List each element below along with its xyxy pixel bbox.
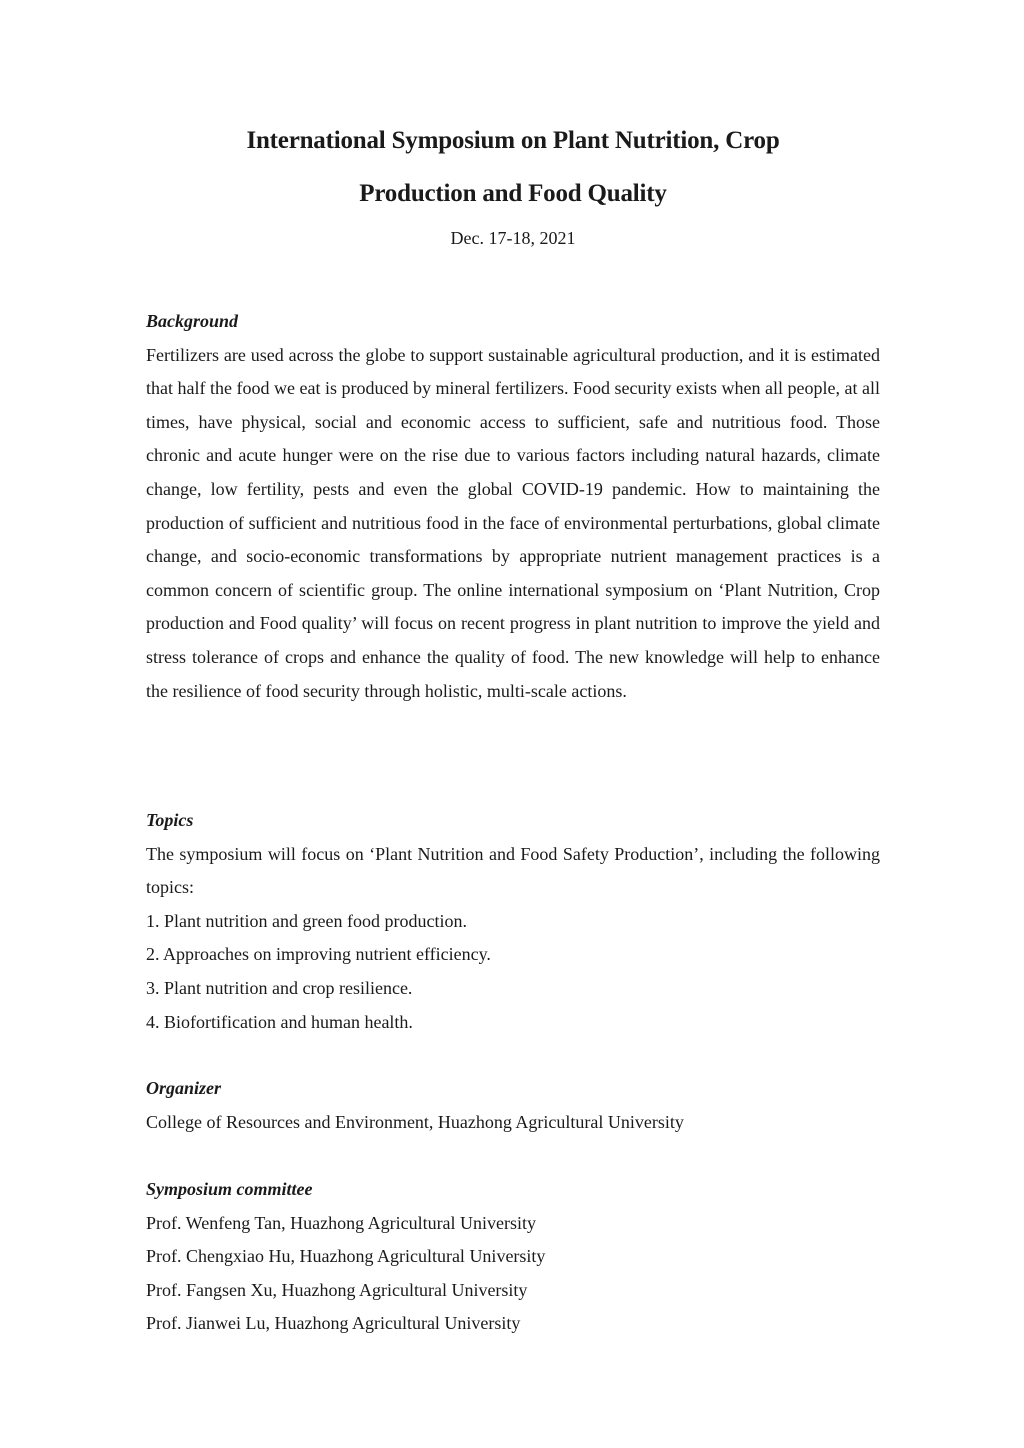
- committee-section: [146, 1173, 880, 1341]
- topic-item: 2. Approaches on improving nutrient efficiency.: [146, 944, 491, 965]
- event-date: Dec. 17-18, 2021: [450, 228, 576, 248]
- committee-heading: Symposium committee: [146, 1179, 313, 1199]
- document-title-line-2: Production and Food Quality: [359, 180, 667, 207]
- background-heading: Background: [146, 311, 239, 331]
- background-section: [146, 305, 880, 708]
- organizer-heading: Organizer: [146, 1078, 222, 1098]
- organizer-section: [146, 1072, 880, 1139]
- topic-item: 1. Plant nutrition and green food production.: [146, 910, 467, 931]
- topics-intro: The symposium will focus on ‘Plant Nutrition and Food Safety Production’, including the following topics:: [146, 843, 880, 898]
- committee-member: Prof. Jianwei Lu, Huazhong Agricultural University: [146, 1313, 521, 1334]
- topic-item: 3. Plant nutrition and crop resilience.: [146, 977, 413, 998]
- committee-member: Prof. Fangsen Xu, Huazhong Agricultural University: [146, 1279, 528, 1300]
- committee-member: Prof. Wenfeng Tan, Huazhong Agricultural University: [146, 1212, 537, 1233]
- document-title-line-1: International Symposium on Plant Nutrition, Crop: [246, 127, 780, 154]
- topics-heading: Topics: [146, 810, 194, 830]
- background-paragraph: Fertilizers are used across the globe to support sustainable agricultural production, and it is estimated that half the food we eat is produced by mineral fertilizers. Food security exists when all people, at all times, have physical, social and economic access to sufficient, safe and nutritious food. Those chronic and acute hunger were on the rise due to various factors including natural hazards, climate change, low fertility, pests and even the global COVID-19 pandemic. How to maintaining the production of sufficient and nutritious food in the face of environmental perturbations, global climate change, and socio-economic transformations by appropriate nutrient management practices is a common concern of scientific group. The online international symposium on ‘Plant Nutrition, Crop production and Food quality’ will focus on recent progress in plant nutrition to improve the yield and stress tolerance of crops and enhance the quality of food. The new knowledge will help to enhance the resilience of food security through holistic, multi-scale actions.: [146, 344, 880, 701]
- topics-section: [146, 804, 880, 1039]
- organizer-text: College of Resources and Environment, Huazhong Agricultural University: [146, 1111, 684, 1132]
- committee-member: Prof. Chengxiao Hu, Huazhong Agricultural University: [146, 1246, 546, 1267]
- topic-item: 4. Biofortification and human health.: [146, 1011, 413, 1032]
